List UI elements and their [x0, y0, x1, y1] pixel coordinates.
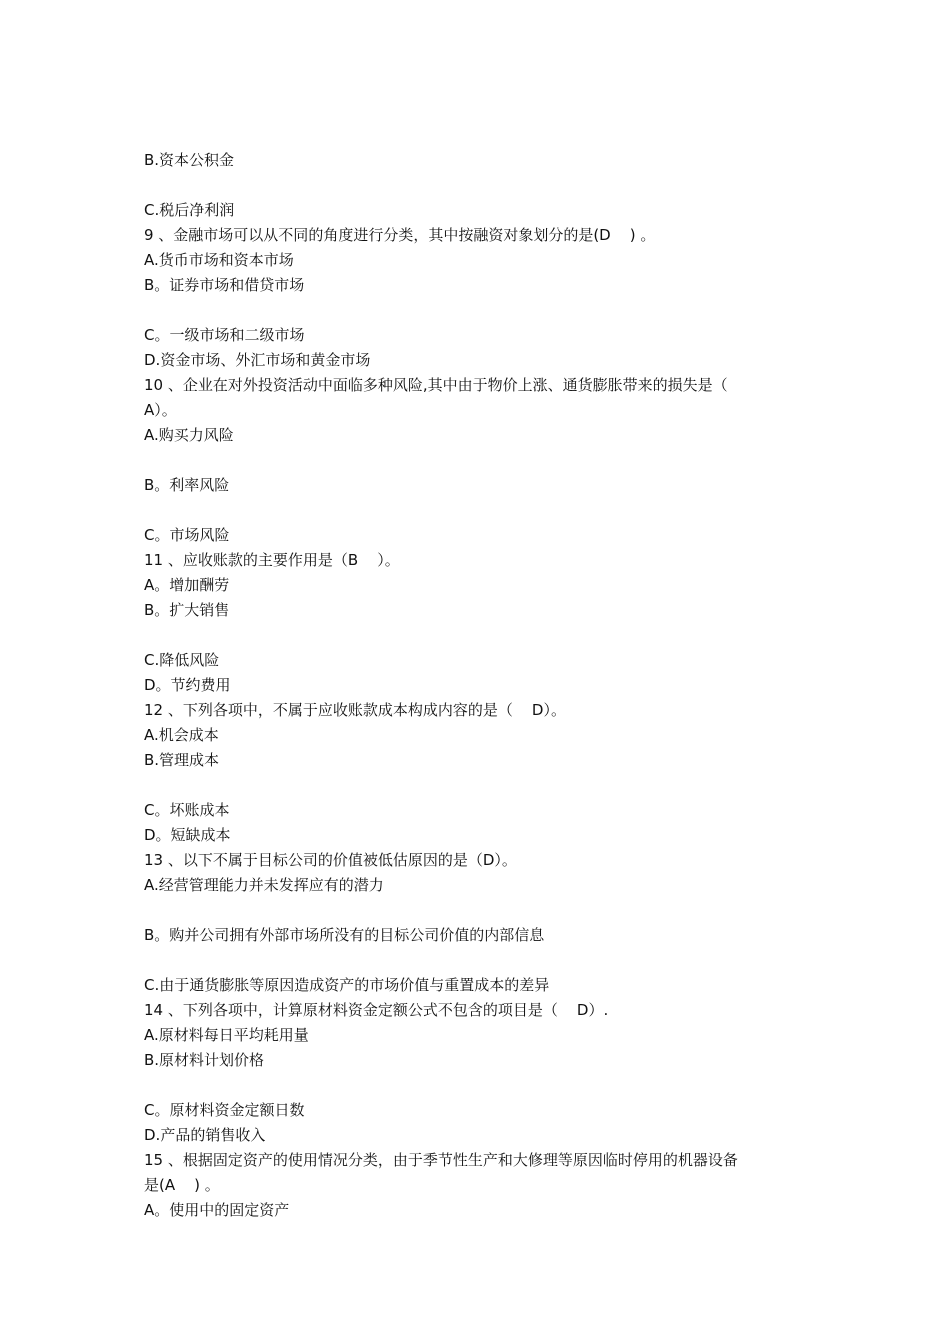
- text-line: D。短缺成本: [144, 826, 231, 844]
- text-line: D.资金市场、外汇市场和黄金市场: [144, 351, 371, 369]
- text-line: A）。: [144, 401, 177, 419]
- text-line: B。扩大销售: [144, 601, 230, 619]
- text-line: 是(A ) 。: [144, 1176, 220, 1194]
- text-line: C.降低风险: [144, 651, 220, 669]
- text-line: C。一级市场和二级市场: [144, 326, 305, 344]
- text-line: D.产品的销售收入: [144, 1126, 266, 1144]
- text-line: 13 、以下不属于目标公司的价值被低估原因的是（D）。: [144, 851, 517, 869]
- text-line: 9 、金融市场可以从不同的角度进行分类，其中按融资对象划分的是(D ) 。: [144, 226, 656, 244]
- text-line: A.经营管理能力并未发挥应有的潜力: [144, 876, 384, 894]
- text-line: 15 、根据固定资产的使用情况分类，由于季节性生产和大修理等原因临时停用的机器设备: [144, 1151, 738, 1169]
- text-line: 10 、企业在对外投资活动中面临多种风险,其中由于物价上涨、通货膨胀带来的损失是（: [144, 376, 728, 394]
- text-line: B。利率风险: [144, 476, 230, 494]
- text-line: 11 、应收账款的主要作用是（B ）。: [144, 551, 400, 569]
- text-line: B。证券市场和借贷市场: [144, 276, 305, 294]
- text-line: A.购买力风险: [144, 426, 234, 444]
- text-line: C.税后净利润: [144, 201, 235, 219]
- text-line: B.管理成本: [144, 751, 220, 769]
- text-line: 12 、下列各项中，不属于应收账款成本构成内容的是（ D）。: [144, 701, 566, 719]
- text-line: C。市场风险: [144, 526, 230, 544]
- text-line: B.原材料计划价格: [144, 1051, 265, 1069]
- text-line: A。使用中的固定资产: [144, 1201, 290, 1219]
- text-line: B.资本公积金: [144, 151, 235, 169]
- text-line: D。节约费用: [144, 676, 231, 694]
- text-line: A.机会成本: [144, 726, 219, 744]
- text-line: A.原材料每日平均耗用量: [144, 1026, 309, 1044]
- text-line: C。原材料资金定额日数: [144, 1101, 305, 1119]
- text-line: C。坏账成本: [144, 801, 230, 819]
- text-line: 14 、下列各项中，计算原材料资金定额公式不包含的项目是（ D）.: [144, 1001, 609, 1019]
- text-line: B。购并公司拥有外部市场所没有的目标公司价值的内部信息: [144, 926, 545, 944]
- text-line: C.由于通货膨胀等原因造成资产的市场价值与重置成本的差异: [144, 976, 550, 994]
- text-line: A。增加酬劳: [144, 576, 230, 594]
- text-line: A.货币市场和资本市场: [144, 251, 294, 269]
